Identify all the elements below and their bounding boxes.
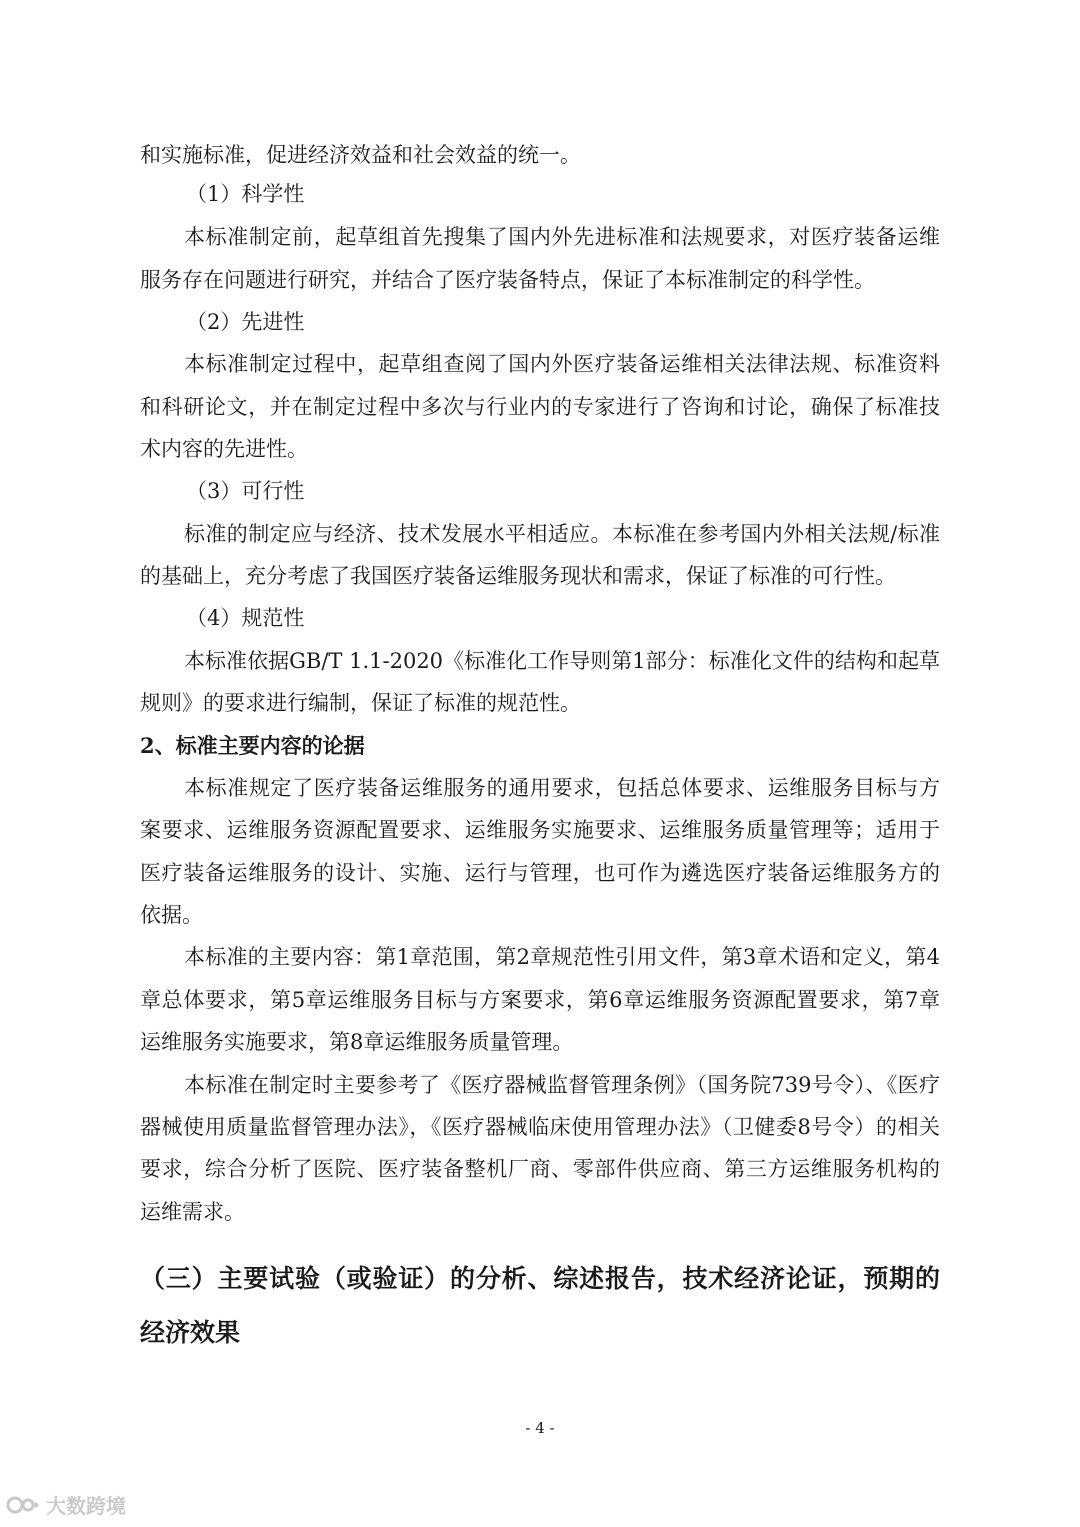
watermark [6, 1490, 126, 1519]
section-heading-3-line1: （三）主要试验（或验证）的分析、综述报告，技术经济论证，预期的 [140, 1264, 940, 1293]
paragraph-line: 章总体要求，第5章运维服务目标与方案要求，第6章运维服务资源配置要求，第7章 [140, 988, 940, 1012]
subheading-scientific: （1）科学性 [186, 182, 305, 206]
subheading-feasible: （3）可行性 [186, 479, 305, 503]
paragraph-line: 医疗装备运维服务的设计、实施、运行与管理，也可作为遴选医疗装备运维服务方的 [140, 861, 940, 885]
watermark-text: 大数跨境 [46, 1494, 126, 1518]
paragraph-line: 运维服务实施要求，第8章运维服务质量管理。 [140, 1030, 574, 1054]
paragraph-line: 本标准制定前，起草组首先搜集了国内外先进标准和法规要求，对医疗装备运维 [184, 225, 940, 249]
page-number: - 4 - [525, 1419, 555, 1437]
paragraph-line: 服务存在问题进行研究，并结合了医疗装备特点，保证了本标准制定的科学性。 [140, 268, 875, 292]
subheading-advanced: （2）先进性 [186, 310, 305, 334]
paragraph-line: 术内容的先进性。 [140, 437, 308, 461]
paragraph-line: 要求，综合分析了医院、医疗装备整机厂商、零部件供应商、第三方运维服务机构的 [140, 1157, 940, 1181]
paragraph-line: 本标准规定了医疗装备运维服务的通用要求，包括总体要求、运维服务目标与方 [184, 776, 940, 800]
paragraph-line: 和实施标准，促进经济效益和社会效益的统一。 [140, 143, 581, 167]
paragraph-line: 器械使用质量监督管理办法》，《医疗器械临床使用管理办法》（卫健委8号令）的相关 [140, 1115, 940, 1139]
paragraph-line: 标准的制定应与经济、技术发展水平相适应。本标准在参考国内外相关法规/标准 [184, 522, 940, 546]
paragraph-line: 案要求、运维服务资源配置要求、运维服务实施要求、运维服务质量管理等；适用于 [140, 818, 940, 842]
paragraph-line: 运维需求。 [140, 1200, 245, 1224]
paragraph-line: 本标准在制定时主要参考了《医疗器械监督管理条例》（国务院739号令）、《医疗 [184, 1073, 940, 1097]
subheading-normative: （4）规范性 [186, 606, 305, 630]
brand-logo-icon [6, 1493, 40, 1517]
paragraph-line: 规则》的要求进行编制，保证了标准的规范性。 [140, 691, 581, 715]
paragraph-line: 和科研论文，并在制定过程中多次与行业内的专家进行了咨询和讨论，确保了标准技 [140, 395, 940, 419]
section-heading-2: 2、标准主要内容的论据 [140, 733, 365, 758]
paragraph-line: 本标准制定过程中，起草组查阅了国内外医疗装备运维相关法律法规、标准资料 [184, 352, 940, 376]
paragraph-line: 本标准依据GB/T 1.1-2020《标准化工作导则第1部分：标准化文件的结构和起草 [184, 649, 940, 673]
paragraph-line: 的基础上，充分考虑了我国医疗装备运维服务现状和需求，保证了标准的可行性。 [140, 564, 896, 588]
paragraph-line: 依据。 [140, 903, 203, 927]
section-heading-3-line2: 经济效果 [140, 1318, 241, 1347]
paragraph-line: 本标准的主要内容：第1章范围，第2章规范性引用文件，第3章术语和定义，第4 [184, 945, 940, 969]
